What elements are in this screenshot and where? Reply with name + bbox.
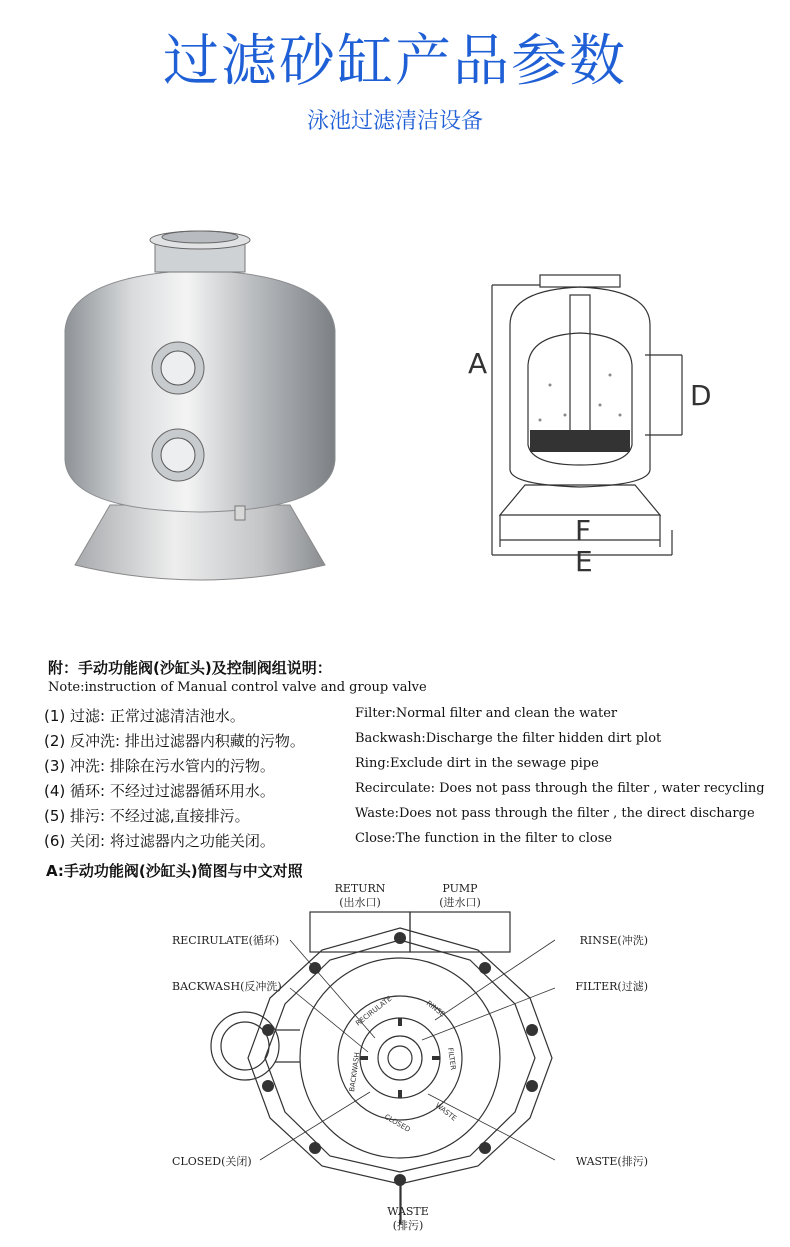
dial-rinse: RINSE (424, 999, 447, 1019)
backwash-callout: BACKWASH(反冲洗) (172, 980, 282, 993)
note-english: Note:instruction of Manual control valve and group valve (48, 680, 427, 695)
item-en: Filter:Normal filter and clean the water (355, 706, 618, 721)
dim-label-a: A (468, 347, 488, 380)
pump-label: PUMP (442, 882, 478, 895)
item-cn: (2) 反冲洗: 排出过滤器内积藏的污物。 (44, 732, 305, 750)
list-item (44, 753, 774, 778)
list-item (44, 728, 774, 753)
pump-cn-label: (进水口) (439, 896, 481, 909)
item-cn: (4) 循环: 不经过过滤器循环用水。 (44, 782, 275, 800)
list-item (44, 803, 774, 828)
page-title: 过滤砂缸产品参数 (163, 29, 627, 94)
instruction-list (44, 703, 774, 853)
list-item (44, 828, 774, 853)
item-cn: (5) 排污: 不经过滤,直接排污。 (44, 807, 250, 825)
dial-backwash: BACKWASH (348, 1051, 362, 1093)
return-label: RETURN (334, 882, 386, 895)
valve-diagram-heading: A:手动功能阀(沙缸头)简图与中文对照 (46, 862, 303, 880)
list-item (44, 778, 774, 803)
item-cn: (3) 冲洗: 排除在污水管内的污物。 (44, 757, 275, 775)
dial-waste: WASTE (433, 1101, 458, 1123)
dim-label-d: D (690, 379, 712, 412)
item-en: Close:The function in the filter to close (355, 831, 613, 846)
dim-label-f: F (575, 514, 592, 547)
dim-label-e: E (575, 545, 593, 578)
lower-port (152, 429, 204, 481)
recirculate-callout: RECIRULATE(循环) (172, 934, 280, 947)
return-cn-label: (出水口) (339, 896, 381, 909)
upper-port (152, 342, 204, 394)
dial-closed: CLOSED (383, 1112, 412, 1134)
dimension-schematic (440, 265, 740, 585)
dial-filter: FILTER (446, 1047, 458, 1071)
dial-recirculate: RECIRULATE (354, 994, 394, 1028)
item-en: Ring:Exclude dirt in the sewage pipe (355, 756, 599, 771)
waste-bottom-cn-label: (排污) (392, 1219, 424, 1232)
waste-callout: WASTE(排污) (575, 1155, 648, 1168)
page-subtitle: 泳池过滤清洁设备 (306, 109, 483, 134)
item-cn: (1) 过滤: 正常过滤清洁池水。 (44, 707, 245, 725)
valve-diagram (160, 880, 680, 1240)
waste-bottom-label: WASTE (387, 1205, 429, 1218)
closed-callout: CLOSED(关闭) (172, 1155, 252, 1168)
item-en: Backwash:Discharge the filter hidden dirt plot (355, 731, 662, 746)
item-cn: (6) 关闭: 将过滤器内之功能关闭。 (44, 832, 275, 850)
item-en: Waste:Does not pass through the filter , the direct discharge (355, 806, 755, 821)
item-en: Recirculate: Does not pass through the filter , water recycling (355, 781, 765, 796)
list-item (44, 703, 774, 728)
sand-filter-photo (50, 220, 350, 590)
rinse-callout: RINSE(冲洗) (579, 934, 648, 947)
filter-callout: FILTER(过滤) (575, 980, 648, 993)
note-heading: 附：手动功能阀(沙缸头)及控制阀组说明： (48, 659, 332, 677)
